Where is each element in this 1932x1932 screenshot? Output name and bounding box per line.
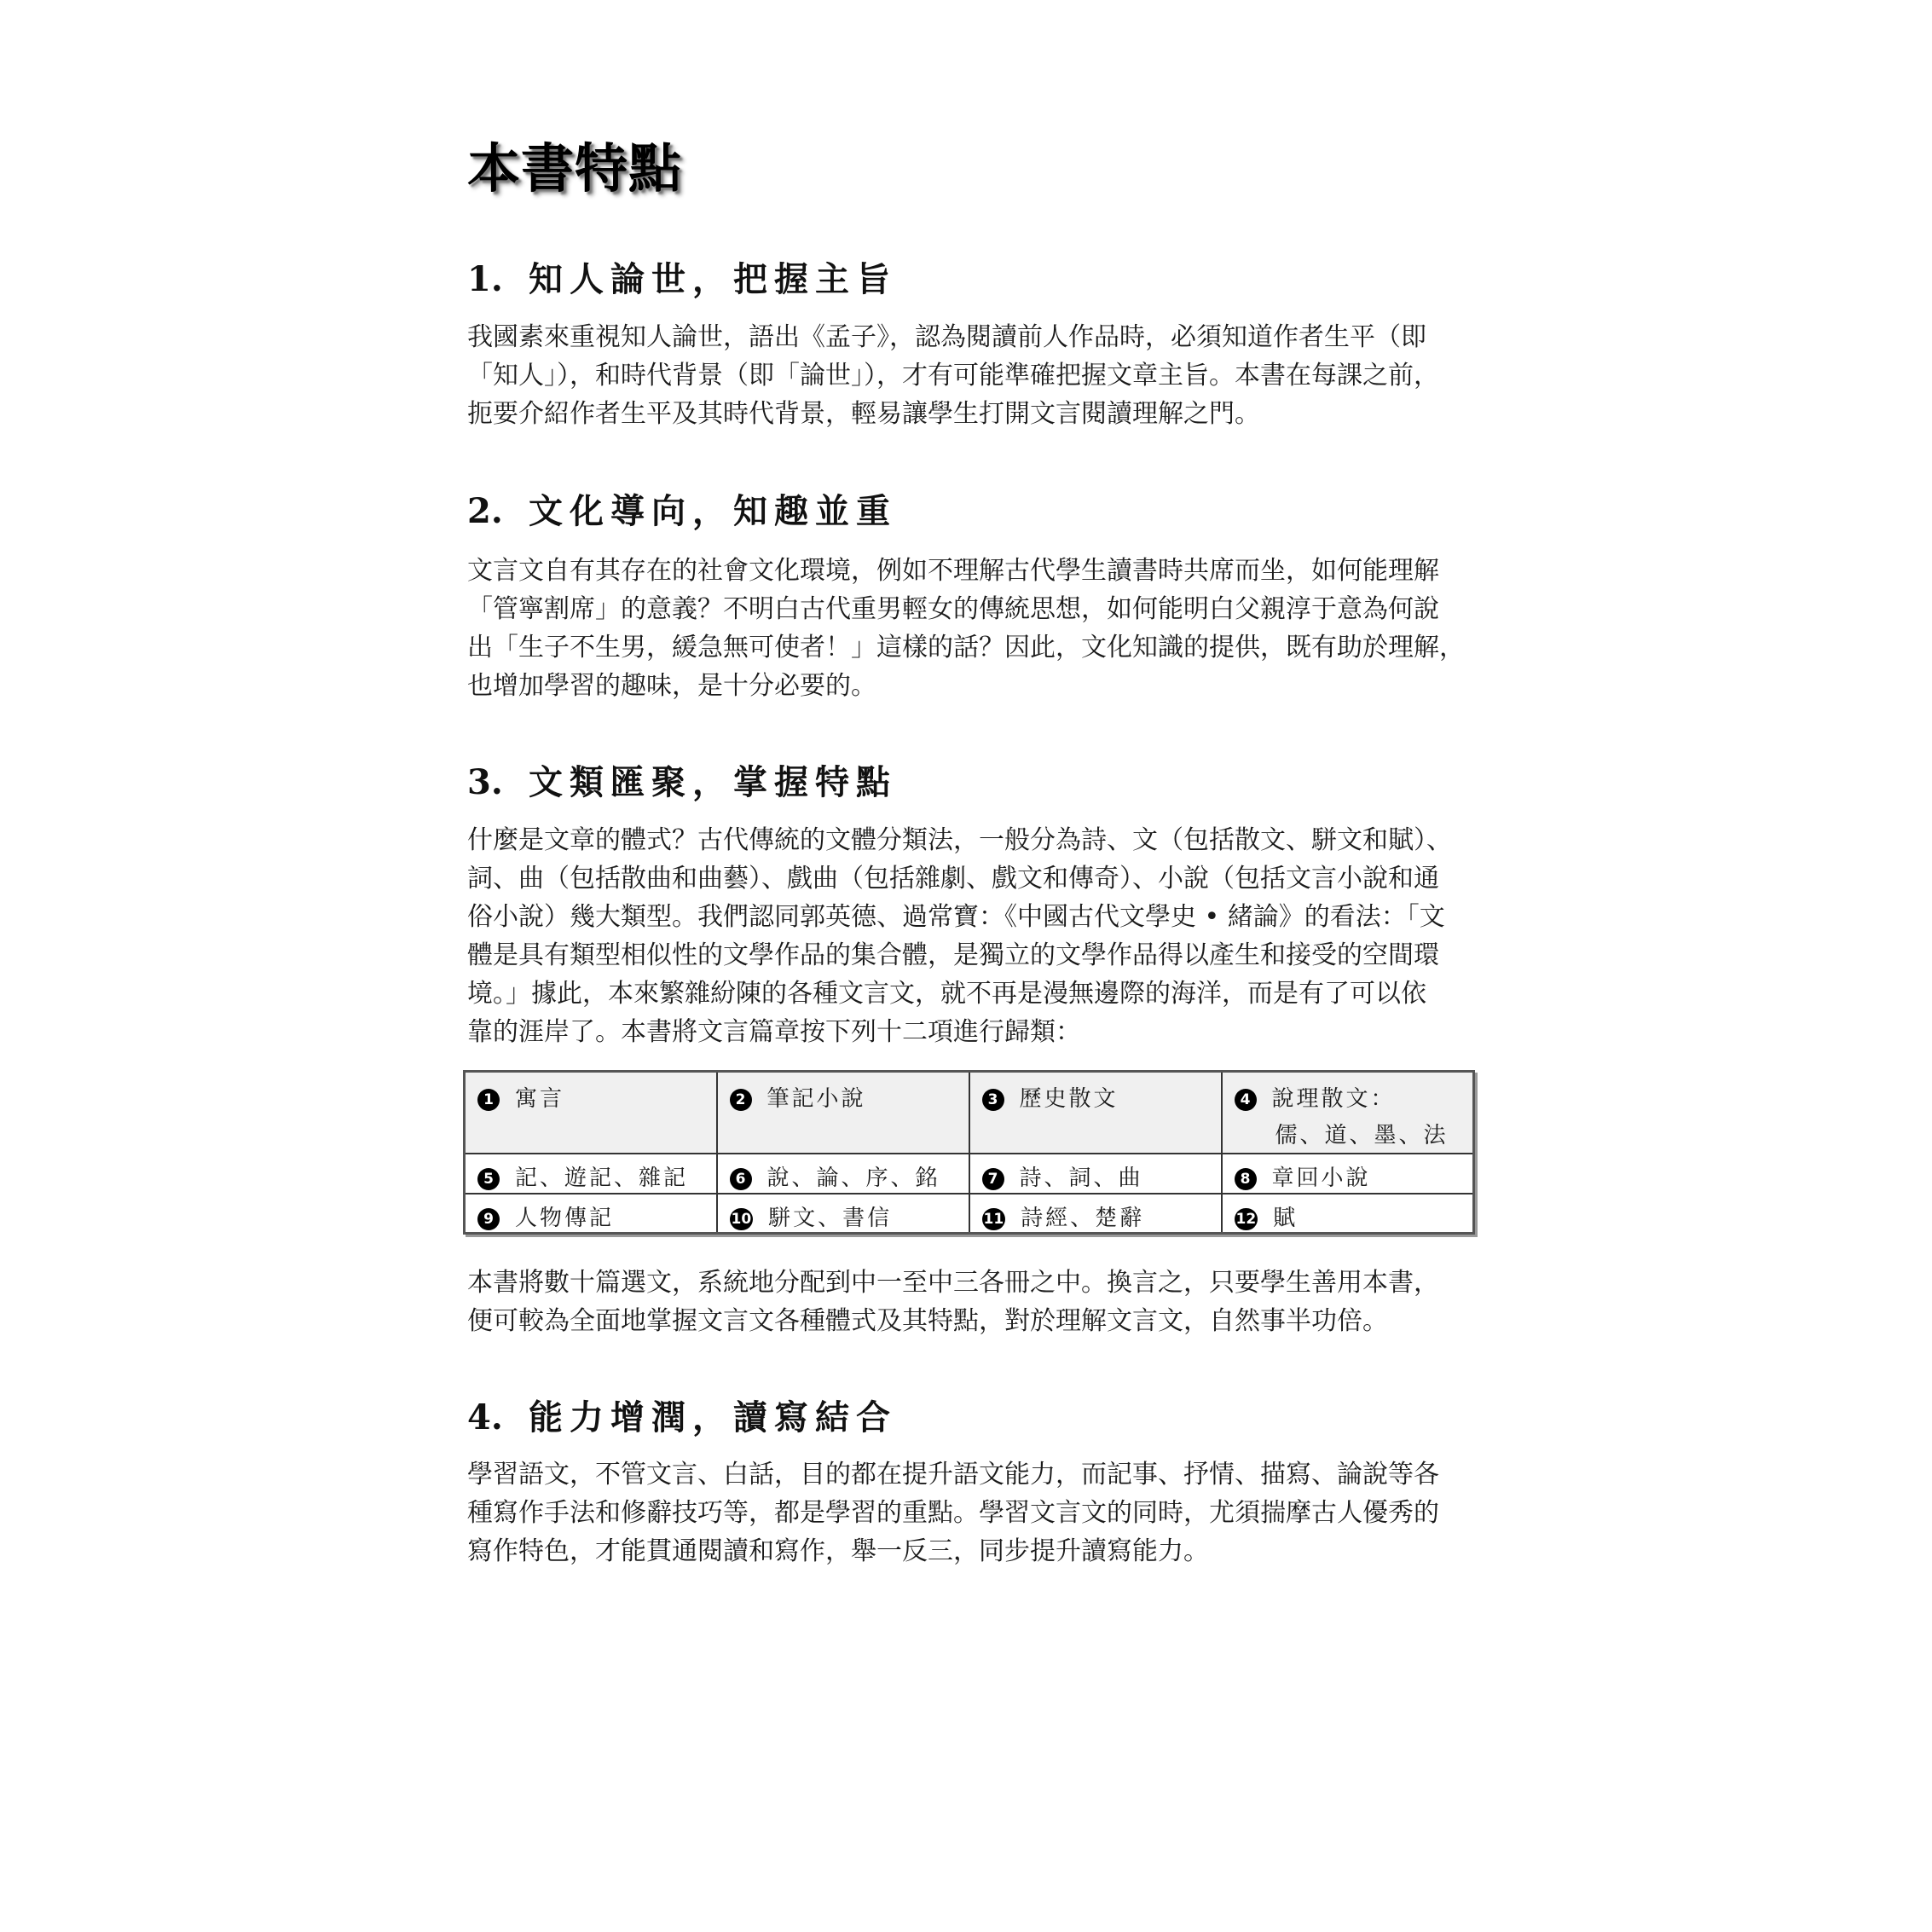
paragraph-line: 「知人」），和時代背景（即「論世」），才有可能準確把握文章主旨。本書在每課之前， (467, 361, 1439, 390)
category-cell (465, 1194, 717, 1234)
category-label: 筆記小說 (766, 1086, 866, 1112)
paragraph-line: 學習語文，不管文言、白話，目的都在提升語文能力，而記事、抒情、描寫、論說等各 (467, 1460, 1439, 1489)
category-cell (969, 1194, 1222, 1234)
paragraph-line: 文言文自有其存在的社會文化環境，例如不理解古代學生讀書時共席而坐，如何能理解 (467, 556, 1439, 586)
section-4-title: 能力增潤，讀寫結合 (529, 1397, 897, 1437)
category-cell (717, 1072, 969, 1154)
table-row (465, 1154, 1474, 1194)
category-label: 詩經、楚辭 (1021, 1205, 1145, 1231)
category-label: 說理散文： (1271, 1086, 1396, 1112)
paragraph-line: 種寫作手法和修辭技巧等，都是學習的重點。學習文言文的同時，尤須揣摩古人優秀的 (467, 1498, 1439, 1528)
number-badge: 3 (982, 1089, 1004, 1111)
section-3-closing-paragraph (467, 1264, 1490, 1340)
section-3-heading (467, 755, 897, 804)
category-label: 駢文、書信 (768, 1205, 893, 1231)
number-badge: 11 (982, 1208, 1006, 1230)
section-1-number: 1. (467, 259, 503, 299)
category-cell (465, 1154, 717, 1194)
paragraph-line: 我國素來重視知人論世，語出《孟子》，認為閱讀前人作品時，必須知道作者生平（即 (467, 322, 1426, 352)
table-row (465, 1072, 1474, 1154)
table-row (465, 1194, 1474, 1234)
category-cell (969, 1072, 1222, 1154)
section-1-heading (467, 252, 897, 301)
number-badge: 7 (982, 1168, 1004, 1190)
section-3-paragraph (467, 821, 1490, 1051)
category-label: 記、遊記、雜記 (515, 1165, 689, 1191)
category-label: 寓言 (515, 1086, 565, 1112)
section-4-paragraph (467, 1455, 1490, 1570)
category-table (463, 1070, 1475, 1235)
number-badge: 4 (1235, 1089, 1257, 1111)
category-sublabel: 儒、道、墨、法 (1275, 1123, 1449, 1148)
paragraph-line: 什麼是文章的體式？古代傳統的文體分類法，一般分為詩、文（包括散文、駢文和賦）、 (467, 825, 1452, 855)
section-2-heading (467, 484, 897, 533)
category-cell (969, 1154, 1222, 1194)
number-badge: 2 (730, 1089, 752, 1111)
paragraph-line: 出「生子不生男，緩急無可使者！」這樣的話？因此，文化知識的提供，既有助於理解， (467, 633, 1465, 662)
section-4-heading (467, 1391, 897, 1439)
section-2-title: 文化導向，知趣並重 (529, 491, 897, 531)
paragraph-line: 「管寧割席」的意義？不明白古代重男輕女的傳統思想，如何能明白父親淳于意為何說 (467, 594, 1439, 624)
number-badge: 6 (730, 1168, 752, 1190)
category-cell (1222, 1072, 1474, 1154)
paragraph-line: 俗小說）幾大類型。我們認同郭英德、過常寶：《中國古代文學史 • 緒論》的看法：「文 (467, 902, 1445, 932)
category-cell (465, 1072, 717, 1154)
number-badge: 9 (477, 1208, 500, 1230)
number-badge: 8 (1235, 1168, 1257, 1190)
category-cell (1222, 1194, 1474, 1234)
category-label: 歷史散文 (1019, 1086, 1119, 1112)
category-cell (717, 1154, 969, 1194)
category-cell (717, 1194, 969, 1234)
category-label: 說、論、序、銘 (766, 1165, 940, 1191)
paragraph-line: 本書將數十篇選文，系統地分配到中一至中三各冊之中。換言之，只要學生善用本書， (467, 1268, 1439, 1298)
paragraph-line: 境。」據此，本來繁雜紛陳的各種文言文，就不再是漫無邊際的海洋，而是有了可以依 (467, 979, 1426, 1009)
paragraph-line: 詞、曲（包括散曲和曲藝）、戲曲（包括雜劇、戲文和傳奇）、小說（包括文言小說和通 (467, 864, 1439, 894)
number-badge: 10 (730, 1208, 754, 1230)
paragraph-line: 扼要介紹作者生平及其時代背景，輕易讓學生打開文言閱讀理解之門。 (467, 399, 1260, 429)
section-1-paragraph (467, 318, 1490, 433)
section-2-number: 2. (467, 491, 503, 531)
section-1-title: 知人論世，把握主旨 (529, 259, 897, 299)
section-3-number: 3. (467, 762, 503, 802)
section-3-title: 文類匯聚，掌握特點 (529, 762, 897, 802)
paragraph-line: 便可較為全面地掌握文言文各種體式及其特點，對於理解文言文，自然事半功倍。 (467, 1306, 1388, 1336)
section-2-paragraph (467, 552, 1490, 705)
number-badge: 12 (1235, 1208, 1258, 1230)
category-label: 賦 (1273, 1205, 1299, 1231)
paragraph-line: 寫作特色，才能貫通閱讀和寫作，舉一反三，同步提升讀寫能力。 (467, 1536, 1209, 1566)
number-badge: 5 (477, 1168, 500, 1190)
category-label: 詩、詞、曲 (1019, 1165, 1143, 1191)
page-title: 本書特點 (467, 137, 683, 200)
category-cell (1222, 1154, 1474, 1194)
category-label: 人物傳記 (515, 1205, 615, 1231)
paragraph-line: 體是具有類型相似性的文學作品的集合體，是獨立的文學作品得以產生和接受的空間環 (467, 940, 1439, 970)
paragraph-line: 也增加學習的趣味，是十分必要的。 (467, 671, 876, 701)
section-4-number: 4. (467, 1397, 503, 1437)
category-label: 章回小說 (1271, 1165, 1371, 1191)
paragraph-line: 靠的涯岸了。本書將文言篇章按下列十二項進行歸類： (467, 1017, 1081, 1047)
number-badge: 1 (477, 1089, 500, 1111)
